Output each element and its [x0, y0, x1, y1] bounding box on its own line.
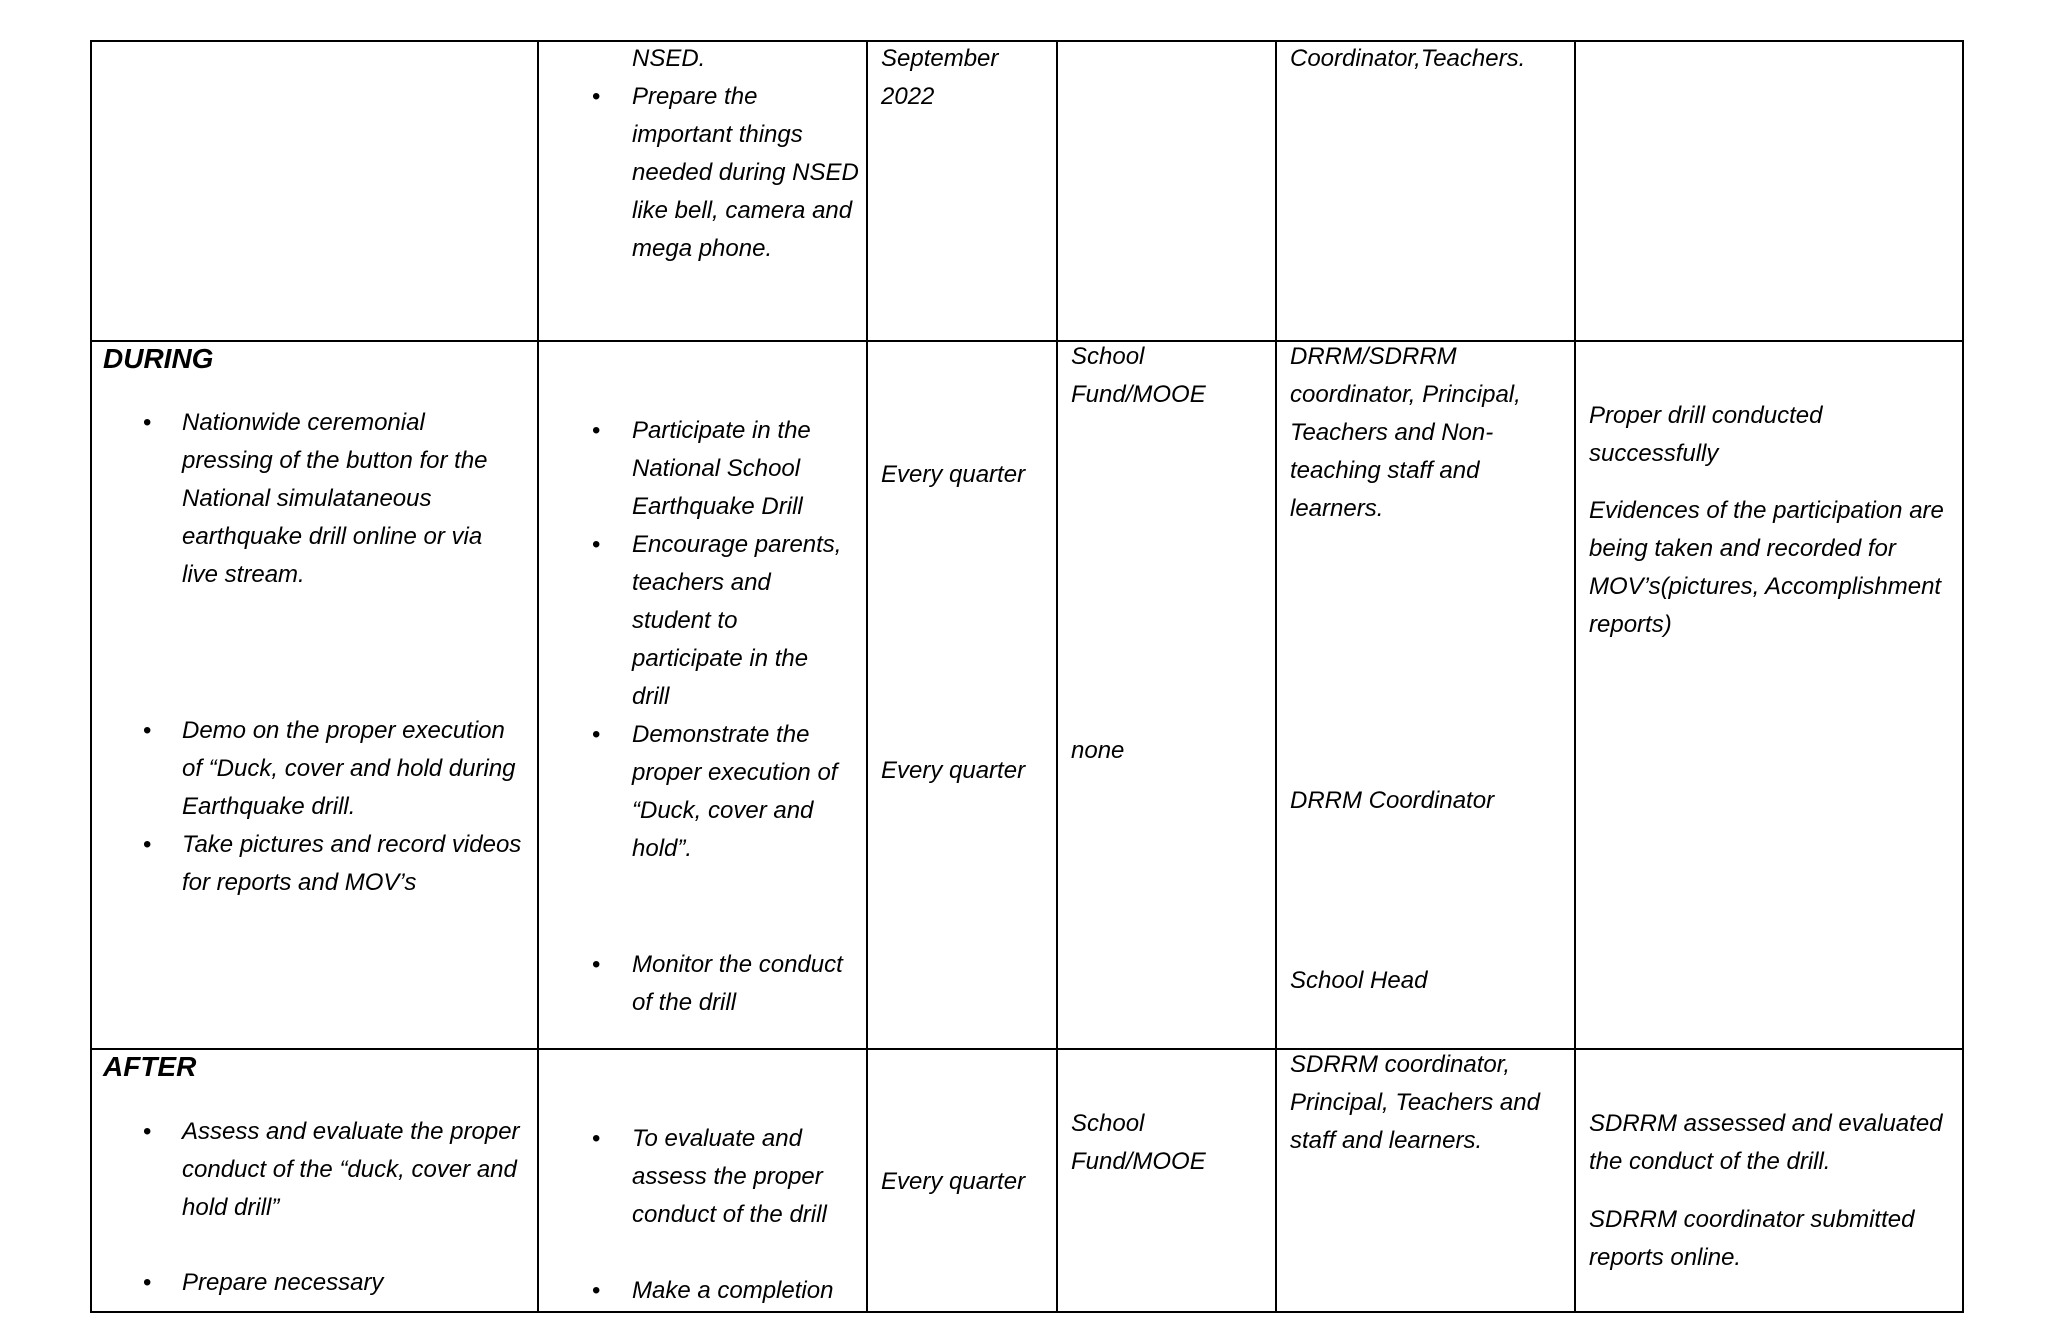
cell-text: DRRM/SDRRM coordinator, Principal, Teachers and Non- teaching staff and learners.: [1290, 343, 1521, 522]
cell-text: NSED.: [632, 45, 706, 72]
cell-text: School Fund/MOOE: [1071, 343, 1206, 408]
cell-text: Evidences of the participation are being taken and recorded for MOV’s(pictures, Accomplishment reports): [1589, 497, 1944, 638]
cell-text: September 2022: [881, 45, 999, 110]
cell-text: Demonstrate the proper execution of “Duck, cover and hold”.: [632, 721, 838, 862]
cell-text: Demo on the proper execution of “Duck, cover and hold during Earthquake drill.: [182, 717, 516, 820]
section-heading: AFTER: [103, 1051, 197, 1082]
bullet: •: [143, 409, 152, 436]
row-divider: [90, 1048, 1964, 1050]
col-divider: [1056, 40, 1058, 1313]
cell-text: Every quarter: [881, 1168, 1026, 1195]
row-divider: [90, 340, 1964, 342]
bullet: •: [592, 531, 601, 558]
col-divider: [1275, 40, 1277, 1313]
col-divider: [1574, 40, 1576, 1313]
bullet: •: [592, 951, 601, 978]
bullet: •: [143, 1118, 152, 1145]
cell-text: Assess and evaluate the proper conduct of the “duck, cover and hold drill”: [182, 1118, 520, 1221]
col-divider: [537, 40, 539, 1313]
cell-text: DRRM Coordinator: [1290, 787, 1495, 814]
bullet: •: [143, 717, 152, 744]
cell-text: Nationwide ceremonial pressing of the button for the National simulataneous earthquake drill online or via live stream.: [182, 409, 488, 588]
cell-text: none: [1071, 737, 1125, 764]
cell-text: SDRRM coordinator, Principal, Teachers and staff and learners.: [1290, 1051, 1540, 1154]
cell-text: Every quarter: [881, 461, 1026, 488]
cell-text: SDRRM coordinator submitted reports online.: [1589, 1206, 1915, 1271]
cell-text: Coordinator,Teachers.: [1290, 45, 1526, 72]
cell-text: Proper drill conducted successfully: [1589, 402, 1823, 467]
cell-text: Participate in the National School Earthquake Drill: [632, 417, 811, 520]
section-heading: DURING: [103, 343, 214, 374]
cell-text: Every quarter: [881, 757, 1026, 784]
cell-text: Prepare necessary: [182, 1269, 384, 1296]
bullet: •: [143, 831, 152, 858]
cell-text: Make a completion: [632, 1277, 834, 1304]
cell-text: Monitor the conduct of the drill: [632, 951, 843, 1016]
cell-text: Take pictures and record videos for reports and MOV’s: [182, 831, 522, 896]
col-divider: [866, 40, 868, 1313]
bullet: •: [592, 83, 601, 110]
bullet: •: [592, 1125, 601, 1152]
bullet: •: [592, 721, 601, 748]
cell-text: School Fund/MOOE: [1071, 1110, 1206, 1175]
cell-text: To evaluate and assess the proper conduct of the drill: [632, 1125, 827, 1228]
cell-text: Encourage parents, teachers and student to participate in the drill: [632, 531, 842, 710]
cell-text: Prepare the important things needed during NSED like bell, camera and mega phone.: [632, 83, 859, 262]
cell-text: SDRRM assessed and evaluated the conduct of the drill.: [1589, 1110, 1943, 1175]
bullet: •: [592, 417, 601, 444]
bullet: •: [592, 1277, 601, 1304]
cell-text: School Head: [1290, 967, 1428, 994]
bullet: •: [143, 1269, 152, 1296]
